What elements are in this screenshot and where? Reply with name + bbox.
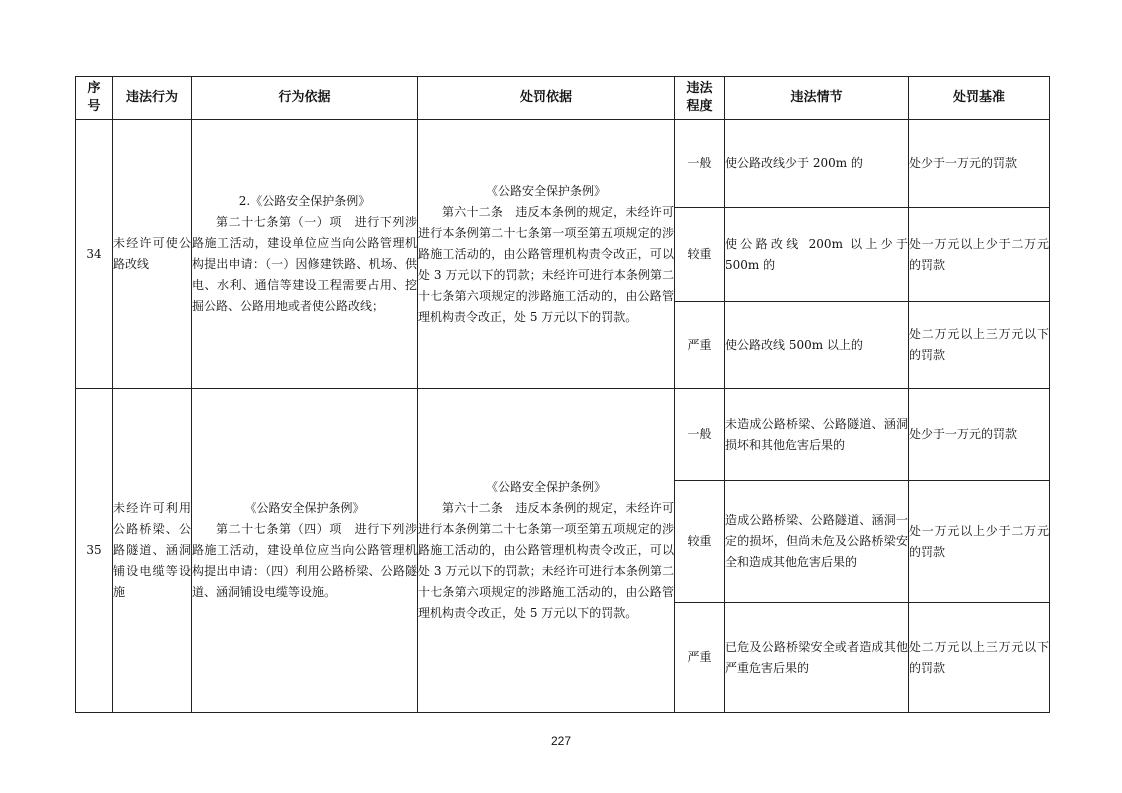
standard-cell: 处二万元以上三万元以下的罚款 xyxy=(909,302,1050,389)
penalty-title: 《公路安全保护条例》 xyxy=(485,480,606,494)
basis-body: 第二十七条第（一）项 进行下列涉路施工活动，建设单位应当向公路管理机构提出申请：（一）因修建铁路、机场、供电、水利、通信等建设工程需要占用、挖掘公路、公路用地或者使公路改线； xyxy=(192,215,417,313)
row-basis xyxy=(192,389,418,713)
degree-cell: 一般 xyxy=(675,120,725,208)
row-basis xyxy=(192,120,418,389)
degree-cell: 较重 xyxy=(675,208,725,302)
header-standard: 处罚基准 xyxy=(909,77,1050,120)
row-behavior: 未经许可使公路改线 xyxy=(113,120,192,389)
standard-cell: 处少于一万元的罚款 xyxy=(909,389,1050,481)
degree-cell: 严重 xyxy=(675,603,725,713)
circumstance-cell: 使公路改线 500m 以上的 xyxy=(725,302,909,389)
circumstance-cell: 未造成公路桥梁、公路隧道、涵洞损坏和其他危害后果的 xyxy=(725,389,909,481)
standard-cell: 处二万元以上三万元以下的罚款 xyxy=(909,603,1050,713)
penalty-body: 第六十二条 违反本条例的规定，未经许可进行本条例第二十七条第一项至第五项规定的涉路施工活动的，由公路管理机构责令改正，可以处 3 万元以下的罚款；未经许可进行本条例第二十七条第六项规定的涉路施工活动的，由公路管理机构责令改正，处 5 万元以下的罚款。 xyxy=(418,204,674,324)
table-row xyxy=(76,389,1050,481)
table-row xyxy=(76,120,1050,208)
header-row xyxy=(76,77,1050,120)
basis-title: 《公路安全保护条例》 xyxy=(244,501,365,515)
row-behavior: 未经许可利用公路桥梁、公路隧道、涵洞铺设电缆等设施 xyxy=(113,389,192,713)
basis-title: 2.《公路安全保护条例》 xyxy=(238,194,371,208)
header-basis: 行为依据 xyxy=(192,77,418,120)
header-behavior: 违法行为 xyxy=(113,77,192,120)
standard-cell: 处少于一万元的罚款 xyxy=(909,120,1050,208)
page-number: 227 xyxy=(550,734,572,748)
degree-cell: 较重 xyxy=(675,481,725,603)
penalty-body: 第六十二条 违反本条例的规定，未经许可进行本条例第二十七条第一项至第五项规定的涉路施工活动的，由公路管理机构责令改正，可以处 3 万元以下的罚款；未经许可进行本条例第二十七条第六项规定的涉路施工活动的，由公路管理机构责令改正，处 5 万元以下的罚款。 xyxy=(418,501,674,620)
header-circumstance: 违法情节 xyxy=(725,77,909,120)
row-seq: 34 xyxy=(76,120,113,389)
circumstance-cell: 造成公路桥梁、公路隧道、涵洞一定的损坏，但尚未危及公路桥梁安全和造成其他危害后果的 xyxy=(725,481,909,603)
degree-cell: 严重 xyxy=(675,302,725,389)
standard-cell: 处一万元以上少于二万元的罚款 xyxy=(909,208,1050,302)
penalty-title: 《公路安全保护条例》 xyxy=(485,183,606,198)
header-penalty-basis: 处罚依据 xyxy=(418,77,675,120)
circumstance-cell: 使公路改线少于 200m 的 xyxy=(725,120,909,208)
header-degree: 违法程度 xyxy=(675,77,725,120)
row-seq: 35 xyxy=(76,389,113,713)
circumstance-cell: 使公路改线 200m 以上少于 500m 的 xyxy=(725,208,909,302)
basis-body: 第二十七条第（四）项 进行下列涉路施工活动，建设单位应当向公路管理机构提出申请：（四）利用公路桥梁、公路隧道、涵洞铺设电缆等设施。 xyxy=(192,522,417,599)
row-penalty-basis xyxy=(418,389,675,713)
standard-cell: 处一万元以上少于二万元的罚款 xyxy=(909,481,1050,603)
header-seq: 序号 xyxy=(76,77,113,120)
penalty-table xyxy=(75,76,1050,713)
degree-cell: 一般 xyxy=(675,389,725,481)
circumstance-cell: 已危及公路桥梁安全或者造成其他严重危害后果的 xyxy=(725,603,909,713)
row-penalty-basis xyxy=(418,120,675,389)
